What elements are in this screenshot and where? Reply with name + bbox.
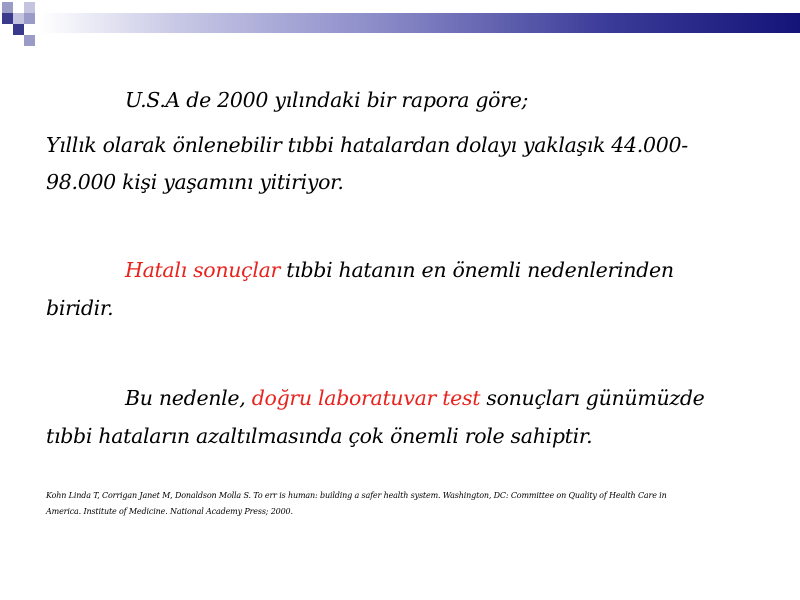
header-gradient-bar <box>40 13 800 33</box>
deco-square-7 <box>13 24 24 35</box>
paragraph-3-line-2 <box>46 296 113 320</box>
highlight-hatali-sonuclar: Hatalı sonuçlar <box>125 258 281 282</box>
paragraph-2-line-2 <box>46 170 344 194</box>
paragraph-2-line-1-text: Yıllık olarak önlenebilir tıbbi hatalardan dolayı yaklaşık 44.000- <box>46 133 688 157</box>
deco-square-8 <box>24 24 35 35</box>
paragraph-1 <box>125 88 528 112</box>
paragraph-2-line-1 <box>46 133 688 157</box>
paragraph-4-line-1 <box>125 386 705 410</box>
deco-square-5 <box>13 13 24 24</box>
reference-line-1: Kohn Linda T, Corrigan Janet M, Donaldson Molla S. To err is human: building a safer health system. Washington, DC: Committee on Quality of Health Care in <box>46 491 667 500</box>
paragraph-4-start: Bu nedenle, <box>125 386 252 410</box>
deco-square-4 <box>2 13 13 24</box>
deco-square-3 <box>24 2 35 13</box>
deco-square-9 <box>24 35 35 46</box>
paragraph-3-line-1 <box>125 258 674 282</box>
paragraph-4-line-2 <box>46 424 592 448</box>
paragraph-4-rest: sonuçları günümüzde <box>480 386 705 410</box>
deco-square-1 <box>2 2 13 13</box>
paragraph-2-line-2-text: 98.000 kişi yaşamını yitiriyor. <box>46 170 344 194</box>
paragraph-1-text: U.S.A de 2000 yılındaki bir rapora göre; <box>125 88 529 112</box>
deco-square-6 <box>24 13 35 24</box>
paragraph-3-rest: tıbbi hatanın en önemli nedenlerinden <box>280 258 674 282</box>
paragraph-4-line-2-text: tıbbi hataların azaltılmasında çok önemli role sahiptir. <box>46 424 593 448</box>
reference-line-2: America. Institute of Medicine. National Academy Press; 2000. <box>46 507 293 516</box>
paragraph-3-line-2-text: biridir. <box>46 296 114 320</box>
deco-square-2 <box>13 2 24 13</box>
highlight-dogru-laboratuvar-test: doğru laboratuvar test <box>251 386 481 410</box>
